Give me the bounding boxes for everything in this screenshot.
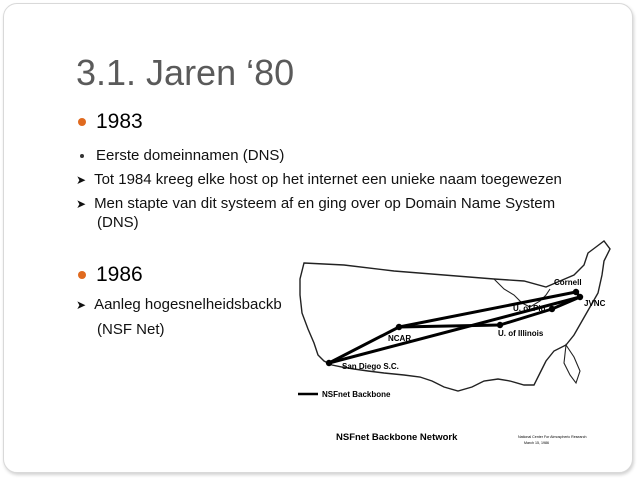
node-label-jvnc: JVNC: [584, 299, 606, 308]
list-item: [76, 295, 282, 315]
node-label-illinois: U. of Illinois: [498, 329, 544, 338]
arrow-bullet-icon: ➤: [76, 298, 87, 312]
list-item-text: Eerste domeinnamen (DNS): [96, 147, 285, 164]
node-sandiego: [326, 360, 332, 366]
node-label-cornell: Cornell: [554, 278, 582, 287]
map-caption: NSFnet Backbone Network: [336, 432, 458, 443]
list-item: [76, 170, 562, 190]
node-label-ncar: NCAR: [388, 334, 412, 343]
list-item-text: (NSF Net): [97, 321, 165, 338]
node-label-pitt: U. of Pitt: [513, 304, 546, 313]
legend-label: NSFnet Backbone: [322, 390, 391, 399]
section-heading-label: 1986: [96, 263, 143, 286]
section-heading-1983: [76, 110, 143, 134]
node-jvnc: [577, 294, 583, 300]
small-bullet-icon: [80, 154, 84, 158]
section-heading-1986: [76, 263, 143, 287]
node-ncar: [396, 324, 402, 330]
map-background: [284, 235, 622, 452]
map-credit-line1: National Center For Atmospheric Research: [518, 435, 587, 439]
list-item-text: Tot 1984 kreeg elke host op het internet een unieke naam toegewezen: [94, 171, 562, 188]
bullet-dot-icon: [78, 118, 86, 126]
list-item: [76, 194, 555, 214]
node-label-sandiego: San Diego S.C.: [342, 362, 399, 371]
list-item-continuation: [97, 213, 139, 232]
node-cornell: [573, 289, 579, 295]
list-item-text: (DNS): [97, 214, 139, 231]
link-ncar-illinois: [399, 325, 500, 327]
nsfnet-backbone-map: [284, 235, 622, 452]
slide-title: 3.1. Jaren ‘80: [76, 52, 295, 93]
map-credit-line2: March 15, 1986: [524, 441, 549, 445]
list-item: [76, 146, 284, 165]
section-heading-label: 1983: [96, 110, 143, 133]
list-item-text: Aanleg hogesnelheidsbackb: [94, 296, 282, 313]
node-illinois: [497, 322, 503, 328]
bullet-dot-icon: [78, 271, 86, 279]
arrow-bullet-icon: ➤: [76, 197, 87, 211]
arrow-bullet-icon: ➤: [76, 173, 87, 187]
list-item-text: Men stapte van dit systeem af en ging over op Domain Name System: [94, 195, 556, 212]
list-item-continuation: [97, 320, 165, 339]
node-pitt: [549, 306, 555, 312]
